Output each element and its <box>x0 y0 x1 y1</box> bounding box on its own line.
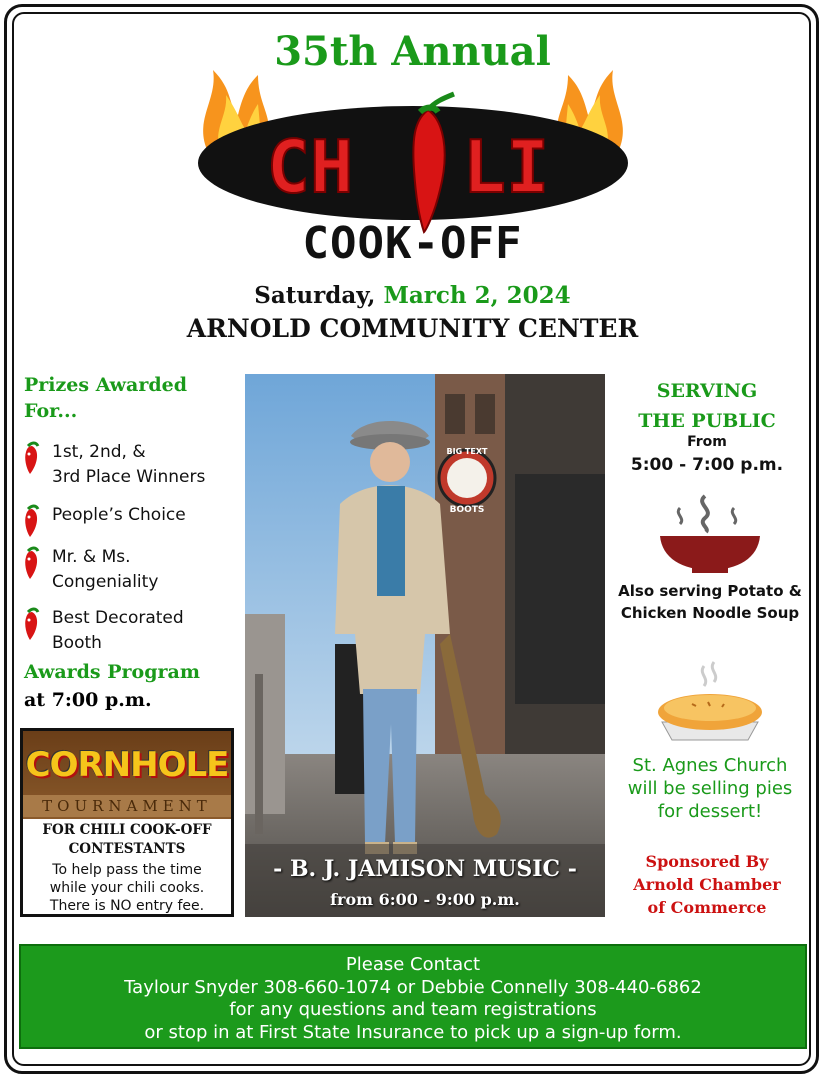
sponsor-note <box>612 850 802 919</box>
chili-pepper-icon <box>20 440 44 476</box>
soup-note-line: Also serving Potato & <box>618 582 802 600</box>
prize-label: Mr. & Ms. <box>52 547 131 567</box>
logo-word-right: LI <box>462 125 550 209</box>
contact-box <box>19 944 807 1049</box>
sponsor-line: Arnold Chamber <box>633 875 781 894</box>
prize-label: 3rd Place Winners <box>52 467 206 487</box>
contact-line: Taylour Snyder 308-660-1074 or Debbie Connelly 308-440-6862 <box>124 976 702 998</box>
logo-word-left: CH <box>266 125 354 209</box>
prize-label: Congeniality <box>52 572 159 592</box>
chili-pepper-icon <box>20 606 44 642</box>
annual-heading: 35th Annual <box>274 28 551 75</box>
musician-photo <box>245 374 605 917</box>
cornhole-tournament: TOURNAMENT <box>23 795 231 817</box>
prizes-title-line1: Prizes Awarded <box>24 374 188 396</box>
chili-pepper-icon <box>20 503 44 539</box>
awards-time: at 7:00 p.m. <box>24 689 152 711</box>
church-note-line: for dessert! <box>657 801 763 822</box>
prize-label: People’s Choice <box>52 505 186 525</box>
band-time: from 6:00 - 9:00 p.m. <box>330 890 520 909</box>
cornhole-heading <box>23 821 231 859</box>
event-date-value: March 2, 2024 <box>383 282 571 309</box>
cornhole-heading-line: CONTESTANTS <box>68 841 186 857</box>
church-note-line: St. Agnes Church <box>632 755 788 776</box>
prize-item <box>20 440 240 490</box>
serving-time: 5:00 - 7:00 p.m. <box>630 455 784 475</box>
chili-pepper-icon <box>20 545 44 581</box>
event-date <box>0 282 825 309</box>
cornhole-word: CORNHOLE <box>25 745 229 785</box>
prize-item <box>20 503 240 539</box>
serving-title <box>612 376 802 436</box>
serving-title-line2: THE PUBLIC <box>638 410 776 432</box>
cornhole-heading-line: FOR CHILI COOK-OFF <box>42 822 212 838</box>
prize-item <box>20 545 240 595</box>
prizes-title <box>24 372 224 424</box>
contact-line: or stop in at First State Insurance to pick up a sign-up form. <box>144 1021 682 1043</box>
cornhole-body-line: There is NO entry fee. <box>49 898 205 914</box>
contact-line: Please Contact <box>345 954 481 975</box>
pie-icon <box>652 660 768 746</box>
cornhole-banner <box>23 731 231 819</box>
event-day: Saturday, <box>254 282 384 309</box>
soup-bowl-icon <box>650 488 770 578</box>
cornhole-box <box>20 728 234 917</box>
prize-label: Best Decorated <box>52 608 184 628</box>
serving-from: From <box>687 434 727 450</box>
church-note <box>610 754 810 823</box>
soup-note-line: Chicken Noodle Soup <box>620 604 800 622</box>
sign-bottom-text: BOOTS <box>449 505 485 515</box>
sponsor-line: of Commerce <box>647 898 767 917</box>
cornhole-body <box>23 861 231 915</box>
sign-top-text: BIG TEXT <box>446 447 488 456</box>
band-caption: - B. J. JAMISON MUSIC - <box>273 856 577 882</box>
musician-photo-illustration <box>245 374 605 917</box>
prizes-title-line2: For... <box>24 400 78 422</box>
prize-label: Booth <box>52 633 102 653</box>
awards-title: Awards Program <box>24 661 200 683</box>
cookoff-heading: COOK-OFF <box>302 218 523 269</box>
church-note-line: will be selling pies <box>627 778 793 799</box>
contact-line: for any questions and team registrations <box>229 999 597 1020</box>
event-venue: ARNOLD COMMUNITY CENTER <box>186 314 639 343</box>
soup-note <box>605 580 815 624</box>
prize-label: 1st, 2nd, & <box>52 442 146 462</box>
cornhole-body-line: To help pass the time <box>52 862 202 878</box>
serving-title-line1: SERVING <box>656 380 758 402</box>
sponsor-line: Sponsored By <box>645 852 769 871</box>
awards-program <box>24 658 200 714</box>
cornhole-body-line: while your chili cooks. <box>49 880 205 896</box>
prize-item <box>20 606 240 656</box>
